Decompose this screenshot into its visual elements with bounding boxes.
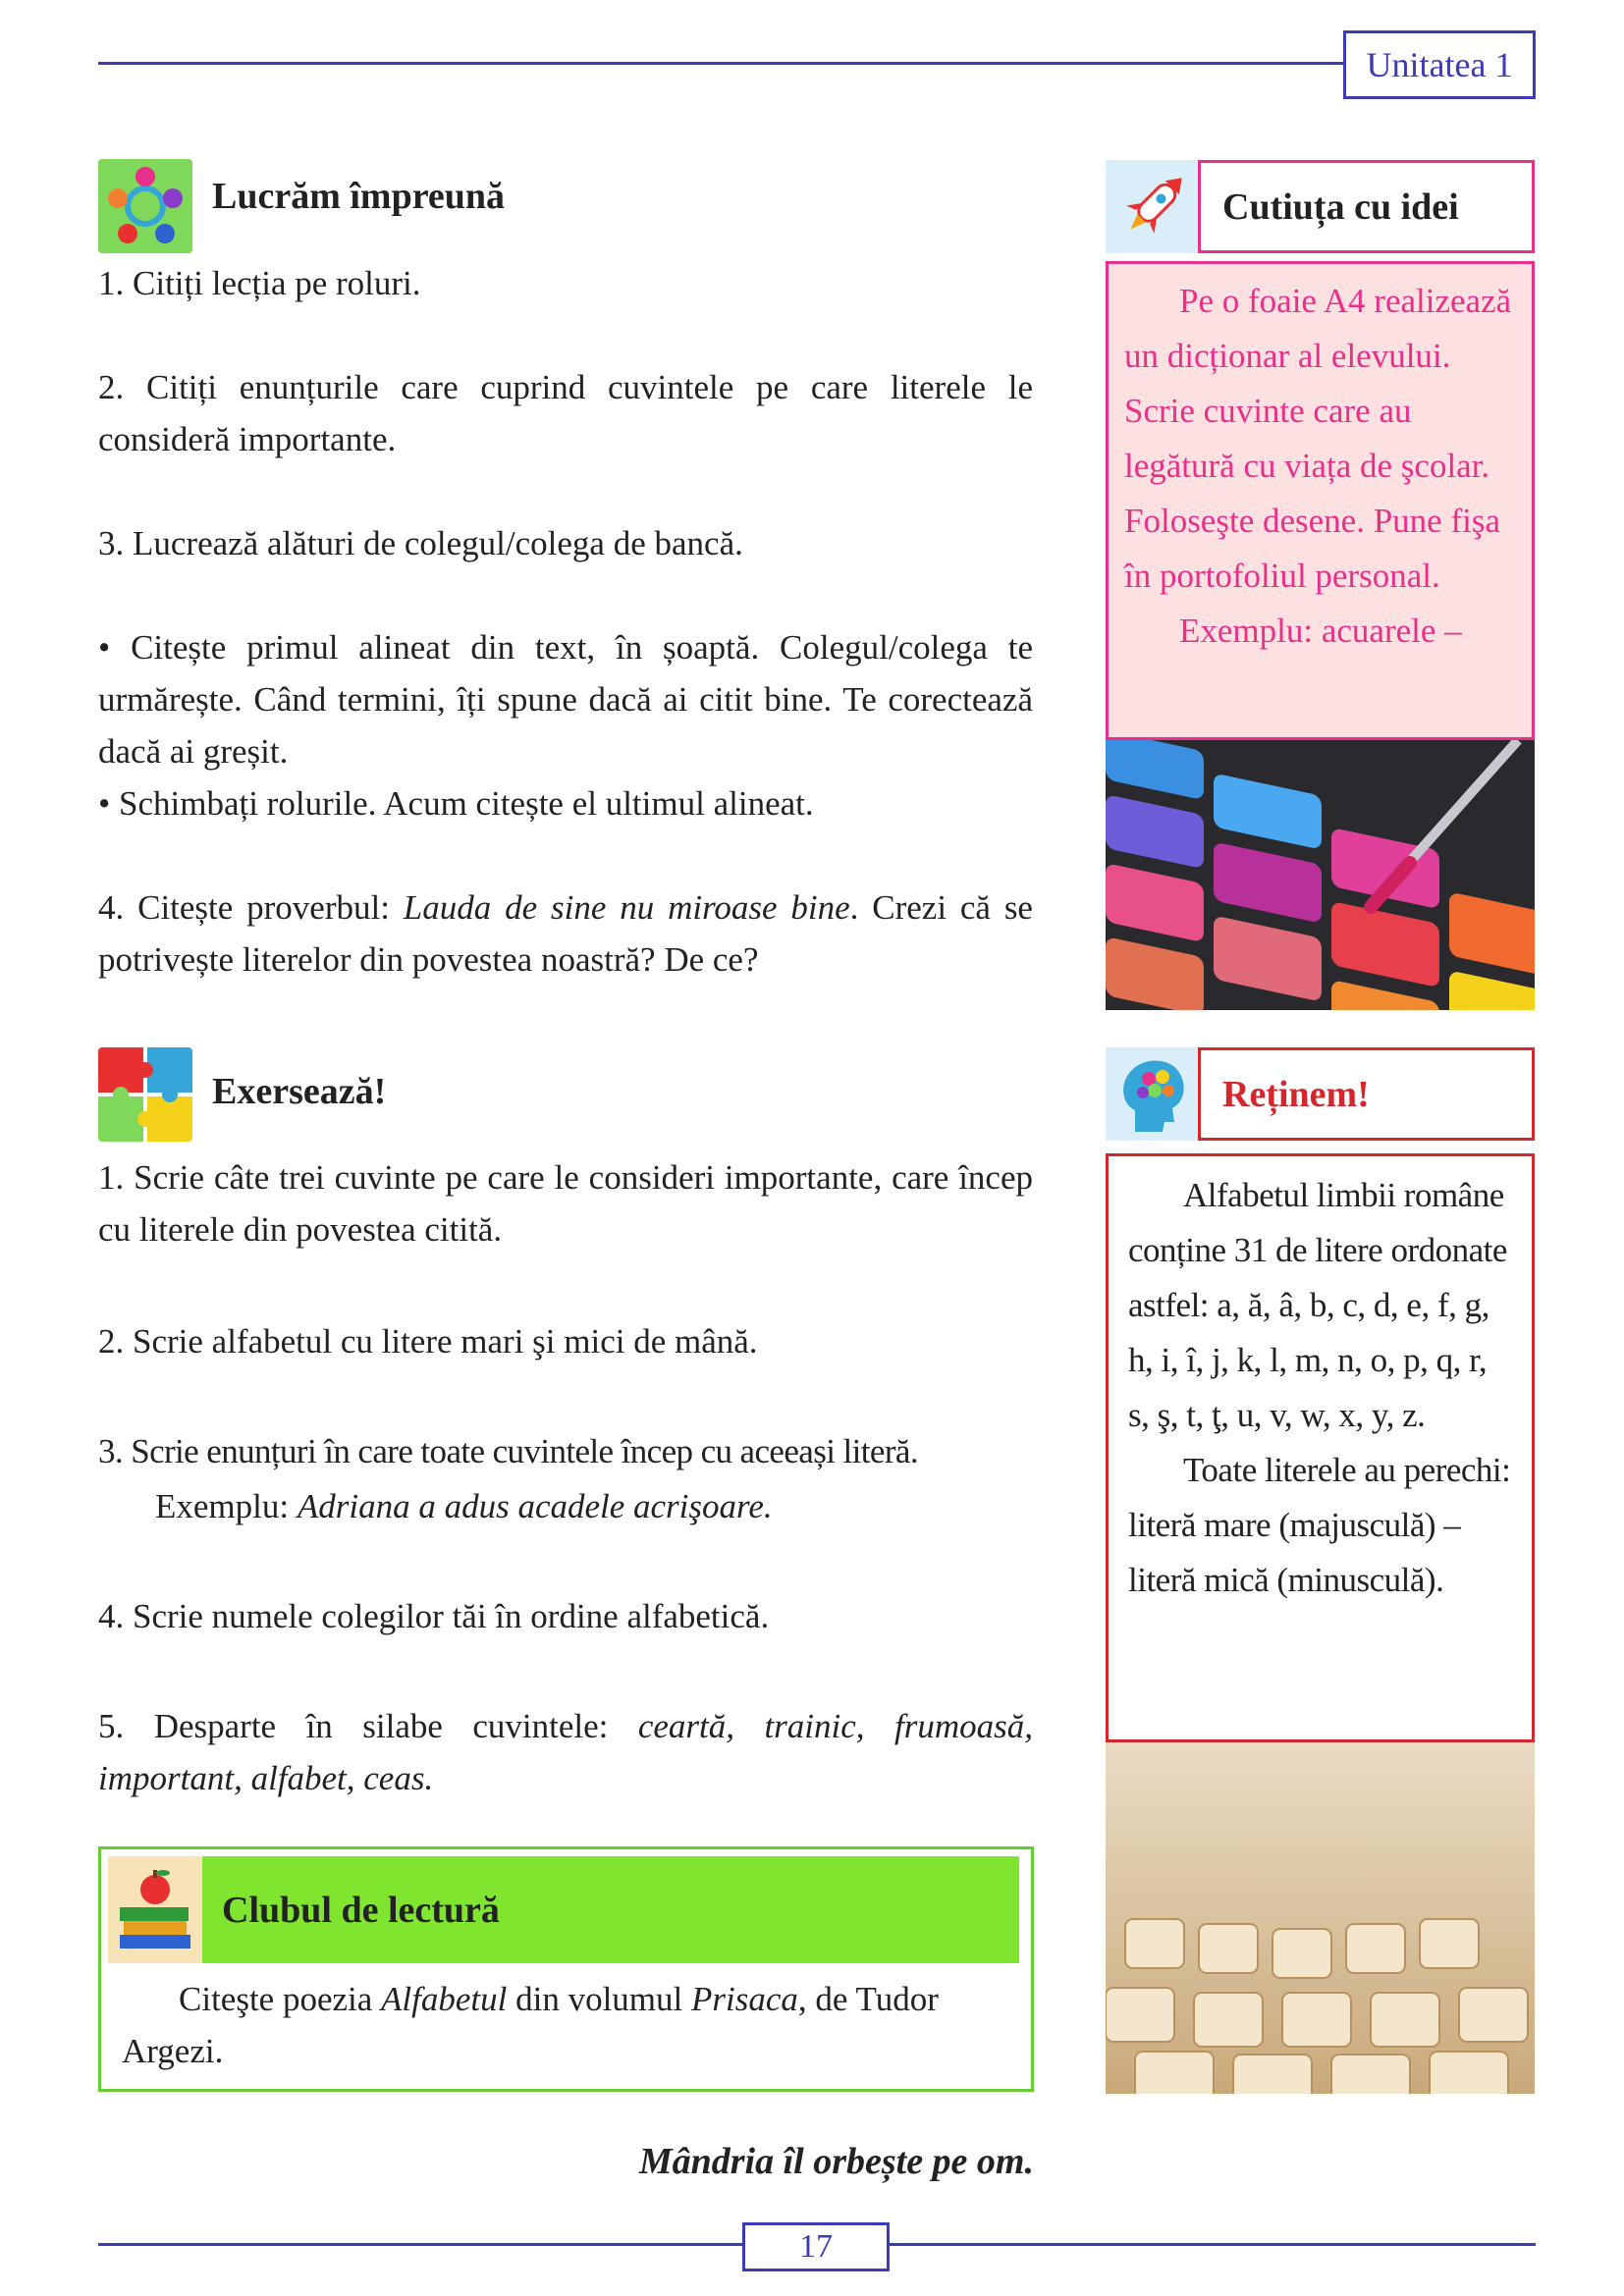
exerseaza-item-2: 2. Scrie alfabetul cu litere mari şi mici de mână. [98, 1322, 758, 1361]
exerseaza-item-1: 1. Scrie câte trei cuvinte pe care le consideri importante, care încep cu literele din povestea citită. [98, 1158, 1033, 1249]
letter-cubes-image [1106, 1742, 1535, 2094]
page-number: 17 [742, 2222, 890, 2271]
lucram-item-4: 4. Citește proverbul: Lauda de sine nu miroase bine. Crezi că se potrivește literelor din povestea noastră? De ce? [98, 888, 1033, 979]
brain-icon [1106, 1047, 1200, 1141]
exerseaza-item-4: 4. Scrie numele colegilor tăi în ordine alfabetică. [98, 1597, 770, 1635]
unit-label: Unitatea 1 [1343, 30, 1536, 99]
watercolor-palette-image [1106, 740, 1535, 1010]
lucram-bullet-1: • Citește primul alineat din text, în șoaptă. Colegul/colega te urmărește. Când termini, îți spune dacă ai citit bine. Te corectează dacă ai greșit. [98, 628, 1033, 771]
section-title-retinem: Reținem! [1198, 1047, 1535, 1141]
footer-rule-right [888, 2243, 1536, 2246]
header-rule [98, 62, 1345, 65]
lucram-bullet-2: • Schimbați rolurile. Acum citește el ultimul alineat. [98, 784, 814, 823]
retinem-box [1106, 1153, 1535, 1742]
section-title-exerseaza: Exersează! [212, 1071, 387, 1112]
section-title-lucram: Lucrăm împreună [212, 176, 506, 217]
section-title-cutiuta: Cutiuța cu idei [1198, 160, 1535, 253]
exerseaza-item-3: 3. Scrie enunțuri în care toate cuvintele încep cu aceeași literă. [98, 1432, 918, 1470]
lucram-item-1: 1. Citiți lecția pe roluri. [98, 264, 421, 302]
rocket-icon [1106, 160, 1200, 253]
retinem-text-1: Alfabetul limbii române conține 31 de litere ordonate astfel: a, ă, â, b, c, d, e, f, g, h, i, î, j, k, l, m, n, o, p, q, r, s, ş, t, ţ, u, v, w, x, y, z. [1128, 1176, 1507, 1434]
proverb: Mândria îl orbește pe om. [638, 2141, 1034, 2182]
club-title: Clubul de lectură [202, 1856, 1019, 1963]
books-apple-icon [108, 1856, 202, 1963]
footer-rule-left [98, 2243, 746, 2246]
retinem-text-2: Toate literele au perechi: literă mare (majusculă) – literă mică (minusculă). [1128, 1451, 1511, 1599]
team-icon [98, 159, 192, 253]
exerseaza-item-3-example: Exemplu: Adriana a adus acadele acrişoare. [155, 1487, 773, 1525]
cutiuta-text: Pe o foaie A4 realizează un dicționar al elevului. Scrie cuvinte care au legătură cu viața de şcolar. Foloseşte desene. Pune fişa în portofoliul personal. [1124, 282, 1512, 595]
lucram-item-3: 3. Lucrează alături de colegul/colega de bancă. [98, 524, 743, 562]
cutiuta-example: Exemplu: acuarele – [1179, 612, 1462, 650]
puzzle-icon [98, 1047, 192, 1142]
club-text: Citeşte poezia Alfabetul din volumul Prisaca, de Tudor Argezi. [122, 1980, 939, 2070]
lucram-item-2: 2. Citiți enunțurile care cuprind cuvintele pe care literele le consideră importante. [98, 368, 1033, 458]
cutiuta-box [1106, 261, 1535, 740]
exerseaza-item-5: 5. Desparte în silabe cuvintele: ceartă, trainic, frumoasă, important, alfabet, ceas. [98, 1707, 1033, 1797]
